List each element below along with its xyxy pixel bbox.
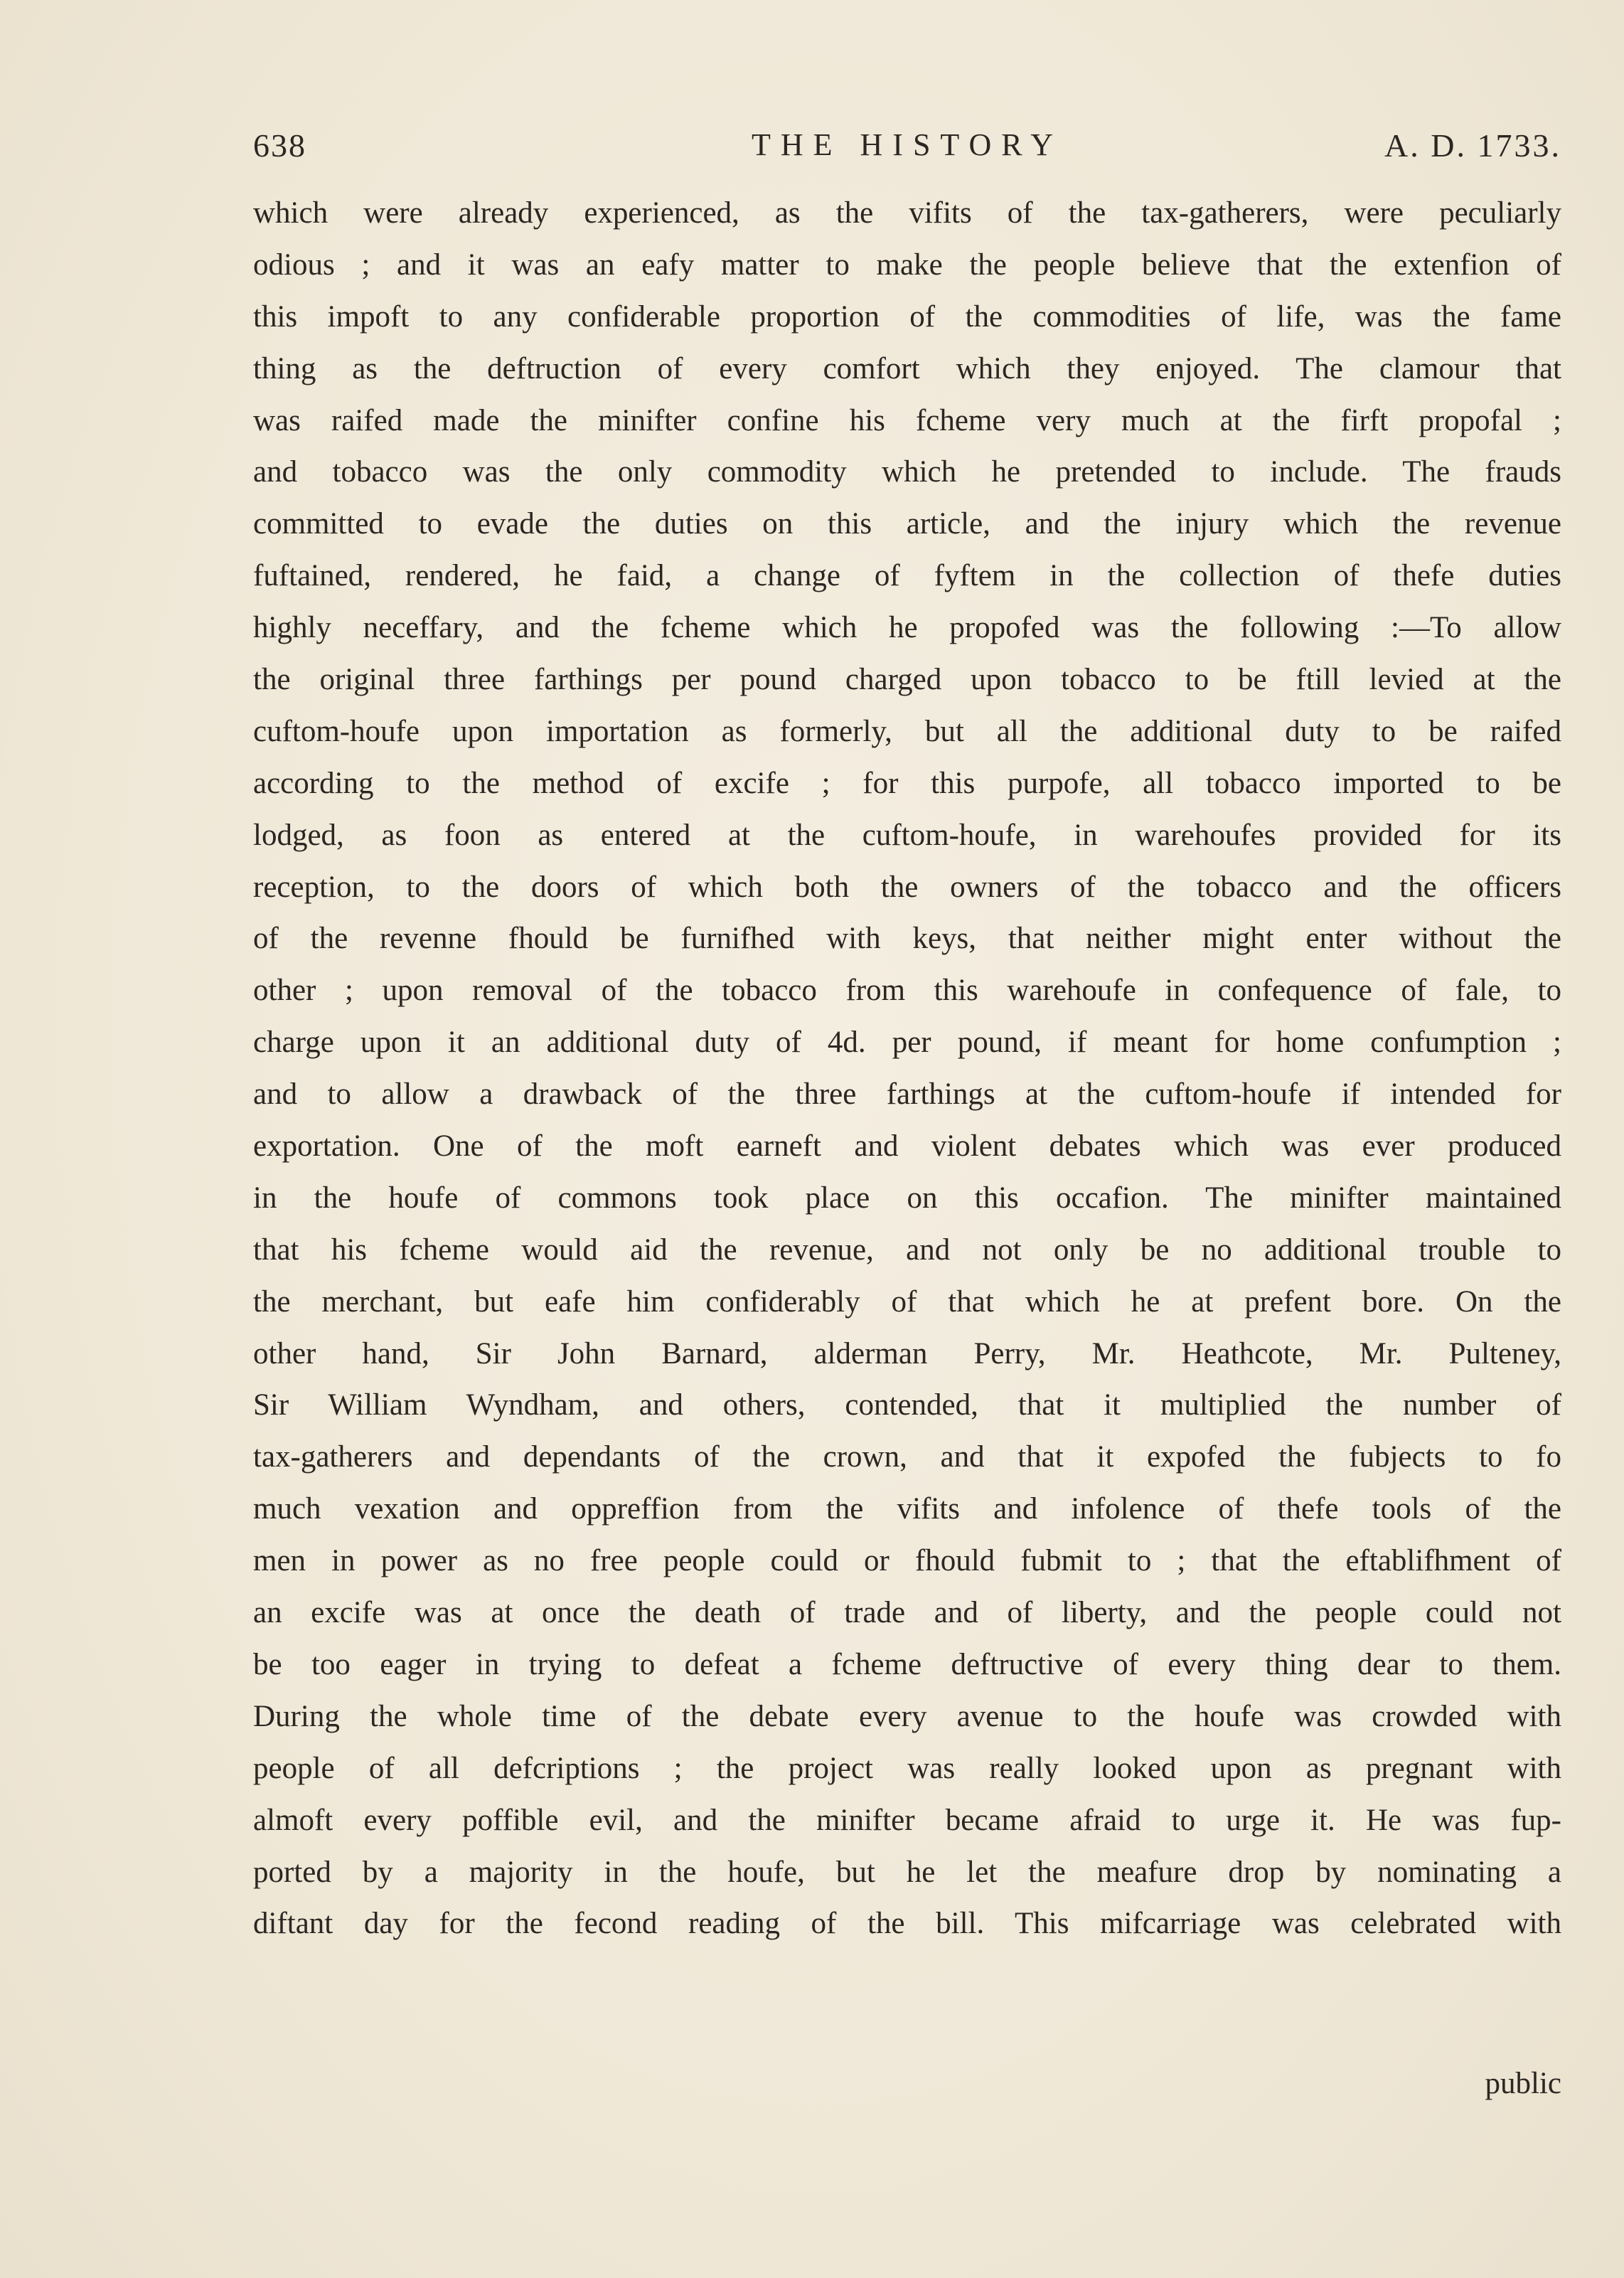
header-year: A. D. 1733. [1384, 127, 1561, 164]
text-line: odious ; and it was an eafy matter to make the people believe that the extenfion of [253, 248, 1561, 282]
text-line: according to the method of excife ; for this purpofe, all tobacco imported to be [253, 766, 1561, 800]
text-line: in the houfe of commons took place on this occafion. The minifter maintained [253, 1181, 1561, 1215]
text-line: cuftom-houfe upon importation as formerly, but all the additional duty to be raifed [253, 714, 1561, 748]
text-line: reception, to the doors of which both the owners of the tobacco and the officers [253, 870, 1561, 904]
catchword: public [1485, 2067, 1561, 2100]
text-line: the original three farthings per pound charged upon tobacco to be ftill levied at the [253, 663, 1561, 697]
text-line: other ; upon removal of the tobacco from this warehoufe in confequence of fale, to [253, 974, 1561, 1008]
text-line: highly neceffary, and the fcheme which he propofed was the following :—To allow [253, 611, 1561, 645]
text-line: ported by a majority in the houfe, but he let the meafure drop by nominating a [253, 1855, 1561, 1889]
text-line: of the revenne fhould be furnifhed with keys, that neither might enter without the [253, 922, 1561, 956]
text-line: fuftained, rendered, he faid, a change of fyftem in the collection of thefe duties [253, 559, 1561, 593]
text-line: almoft every poffible evil, and the minifter became afraid to urge it. He was fup- [253, 1803, 1561, 1837]
text-line: diftant day for the fecond reading of the bill. This mifcarriage was celebrated with [253, 1907, 1561, 1941]
text-line: and tobacco was the only commodity which he pretended to include. The frauds [253, 455, 1561, 489]
text-line: this impoft to any confiderable proportion of the commodities of life, was the fame [253, 299, 1561, 334]
text-line: tax-gatherers and dependants of the crown, and that it expofed the fubjects to fo [253, 1440, 1561, 1474]
text-line: men in power as no free people could or fhould fubmit to ; that the eftablifhment of [253, 1544, 1561, 1578]
text-line: was raifed made the minifter confine his fcheme very much at the firft propofal ; [253, 403, 1561, 437]
text-line: exportation. One of the moft earneft and violent debates which was ever produced [253, 1129, 1561, 1164]
running-header [253, 127, 1561, 176]
text-line: be too eager in trying to defeat a fcheme deftructive of every thing dear to them. [253, 1647, 1561, 1681]
text-line: an excife was at once the death of trade and of liberty, and the people could not [253, 1596, 1561, 1630]
text-line: that his fcheme would aid the revenue, and not only be no additional trouble to [253, 1233, 1561, 1267]
text-line: people of all defcriptions ; the project was really looked upon as pregnant with [253, 1751, 1561, 1785]
text-line: charge upon it an additional duty of 4d. per pound, if meant for home confumption ; [253, 1026, 1561, 1060]
running-title: THE HISTORY [752, 127, 1063, 162]
text-line: thing as the deftruction of every comfort which they enjoyed. The clamour that [253, 351, 1561, 385]
text-line: which were already experienced, as the vifits of the tax-gatherers, were peculiarly [253, 196, 1561, 230]
page-number: 638 [253, 127, 306, 164]
text-line: committed to evade the duties on this article, and the injury which the revenue [253, 507, 1561, 541]
text-line: other hand, Sir John Barnard, alderman Perry, Mr. Heathcote, Mr. Pulteney, [253, 1336, 1561, 1370]
body-text [253, 188, 1561, 1950]
text-line: much vexation and oppreffion from the vifits and infolence of thefe tools of the [253, 1492, 1561, 1526]
text-line: the merchant, but eafe him confiderably of that which he at prefent bore. On the [253, 1284, 1561, 1319]
text-line: and to allow a drawback of the three farthings at the cuftom-houfe if intended for [253, 1077, 1561, 1112]
text-line: lodged, as foon as entered at the cuftom-houfe, in warehoufes provided for its [253, 818, 1561, 852]
text-line: During the whole time of the debate every avenue to the houfe was crowded with [253, 1699, 1561, 1733]
text-line: Sir William Wyndham, and others, contended, that it multiplied the number of [253, 1388, 1561, 1422]
